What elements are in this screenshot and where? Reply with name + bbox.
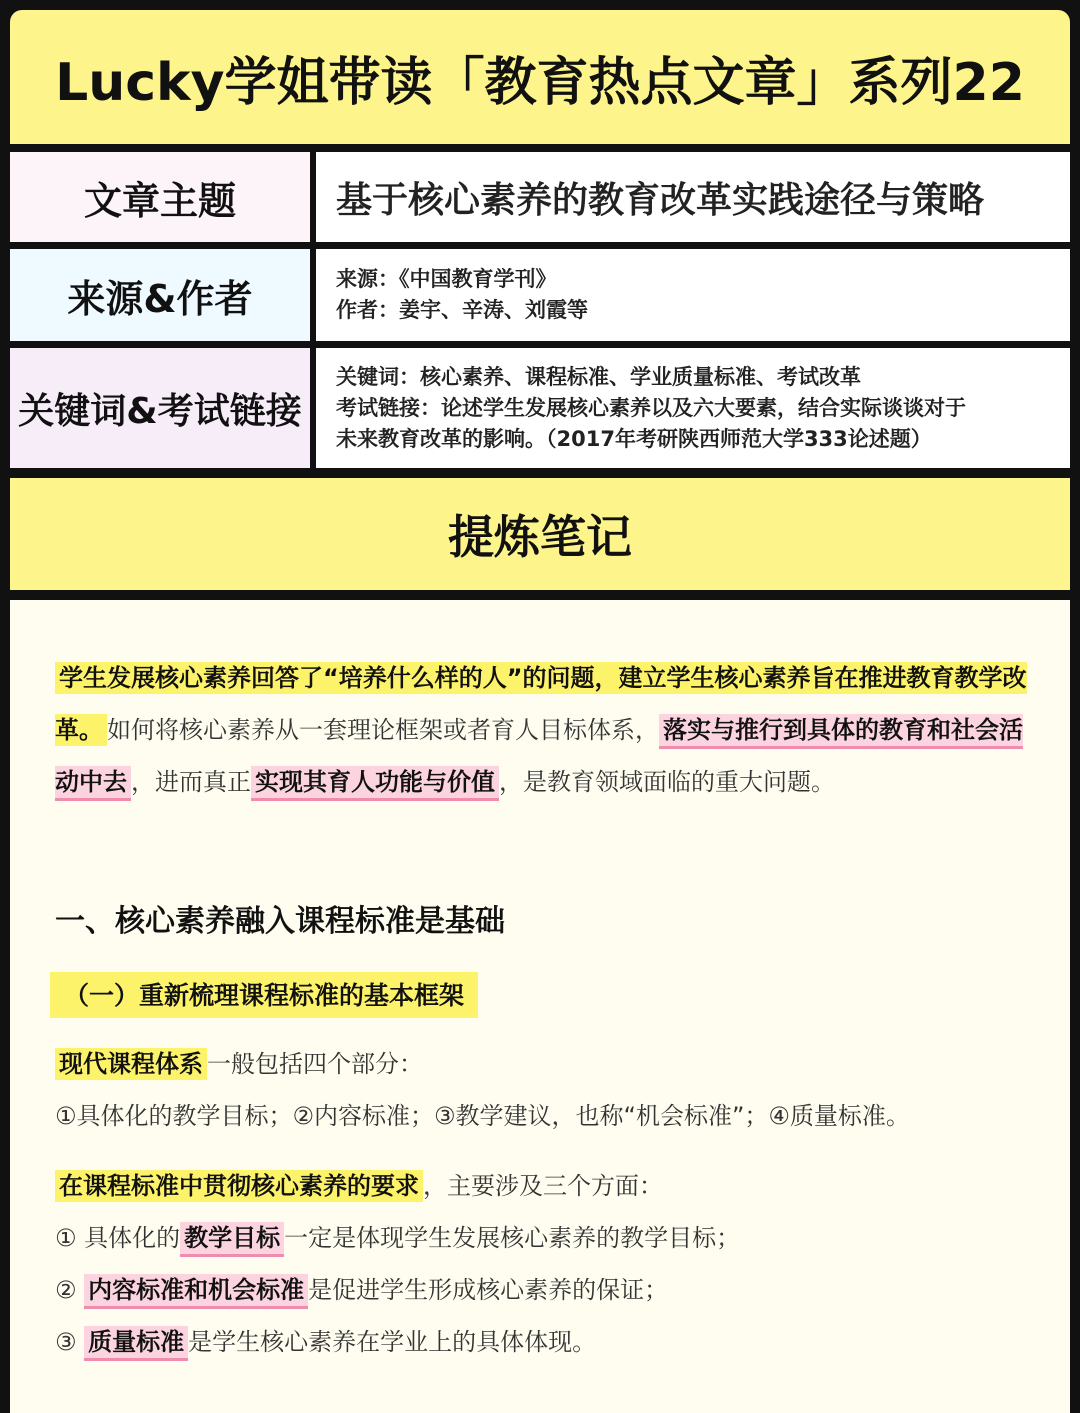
notes-header [10, 478, 1070, 590]
intro-highlight-2: 落实与推行到具体的教育和社会活动中去 [55, 714, 1023, 801]
curriculum-system-highlight: 现代课程体系 [55, 1048, 207, 1080]
topic-label: 文章主题 [10, 152, 310, 242]
topic-value [316, 152, 1070, 242]
item-text: 是促进学生形成核心素养的保证； [308, 1276, 669, 1304]
subsection-heading: （一）重新梳理课程标准的基本框架 [50, 972, 478, 1018]
paragraph-four-parts: ①具体化的教学目标；②内容标准；③教学建议，也称“机会标准”；④质量标准。 [55, 1102, 910, 1130]
item-number: ① [55, 1224, 77, 1252]
requirements-highlight: 在课程标准中贯彻核心素养的要求 [55, 1170, 423, 1202]
item-prefix: 具体化的 [76, 1224, 181, 1252]
intro-text-2: ，进而真正 [131, 768, 251, 796]
notes-title: 提炼笔记 [448, 510, 632, 564]
keywords-label: 关键词&考试链接 [10, 348, 310, 468]
intro-text-3: ，是教育领域面临的重大问题。 [499, 768, 835, 796]
author-line: 作者：姜宇、辛涛、刘霞等 [336, 298, 588, 322]
item-text: 一定是体现学生发展核心素养的教学目标； [284, 1224, 741, 1252]
exam-line-2: 未来教育改革的影响。（2017年考研陕西师范大学333论述题） [336, 426, 932, 451]
title-banner [10, 10, 1070, 144]
page-title: Lucky学姐带读「教育热点文章」系列22 [55, 52, 1025, 113]
intro-paragraph [55, 652, 1040, 808]
intro-highlight-1: 学生发展核心素养回答了“培养什么样的人”的问题，建立学生核心素养旨在推进教育教学改革。 [55, 664, 1027, 744]
list-item [55, 1218, 740, 1253]
paragraph-curriculum-system [55, 1044, 423, 1079]
item-text: 是学生核心素养在学业上的具体体现。 [188, 1328, 597, 1356]
list-item [55, 1322, 596, 1357]
info-row-topic [10, 152, 1070, 242]
intro-highlight-3: 实现其育人功能与价值 [251, 766, 499, 801]
section-heading: 一、核心素养融入课程标准是基础 [55, 904, 505, 939]
source-value [316, 249, 1070, 341]
keywords-line: 关键词：核心素养、课程标准、学业质量标准、考试改革 [336, 364, 861, 389]
info-row-source [10, 249, 1070, 341]
topic-text: 基于核心素养的教育改革实践途径与策略 [336, 179, 985, 221]
notes-content [10, 600, 1070, 1413]
item-number: ② [55, 1276, 77, 1304]
source-label: 来源&作者 [10, 249, 310, 341]
keywords-value [316, 348, 1070, 468]
list-item [55, 1270, 668, 1305]
item-highlight: 内容标准和机会标准 [84, 1274, 308, 1309]
item-number: ③ [55, 1328, 77, 1356]
info-row-keywords [10, 348, 1070, 468]
paragraph-requirements [55, 1166, 663, 1201]
item-highlight: 教学目标 [180, 1222, 284, 1257]
intro-text-1: 如何将核心素养从一套理论框架或者育人目标体系， [107, 716, 659, 744]
curriculum-system-text: 一般包括四个部分： [207, 1050, 423, 1078]
source-line: 来源：《中国教育学刊》 [336, 267, 557, 291]
requirements-text: ，主要涉及三个方面： [423, 1172, 663, 1200]
exam-line-1: 考试链接：论述学生发展核心素养以及六大要素，结合实际谈谈对于 [336, 395, 966, 420]
item-highlight: 质量标准 [84, 1326, 188, 1361]
